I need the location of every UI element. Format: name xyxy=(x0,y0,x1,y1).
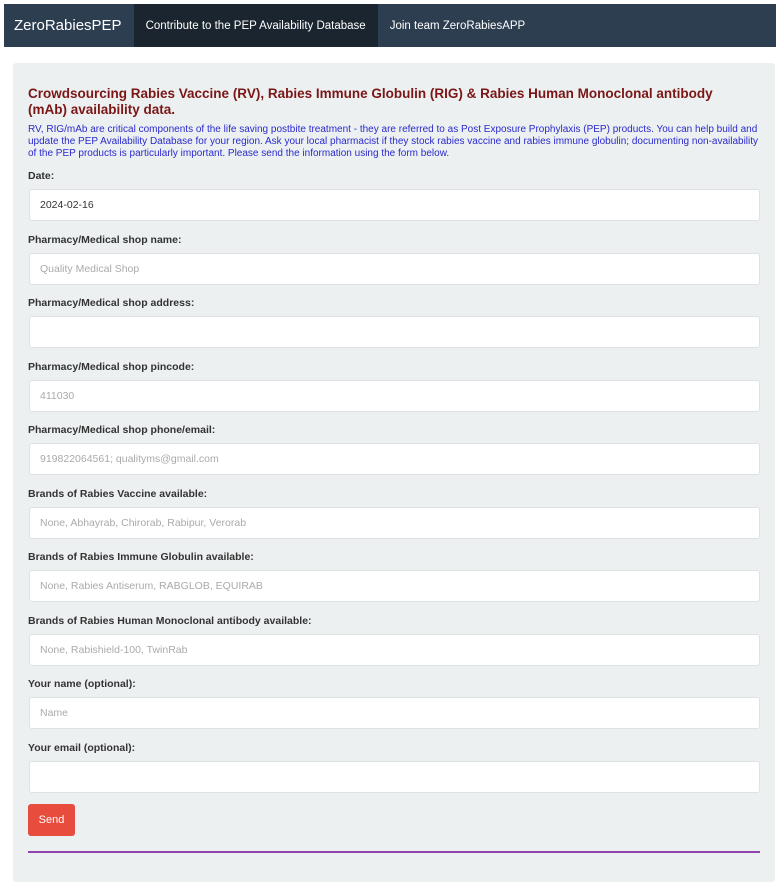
nav-contribute[interactable]: Contribute to the PEP Availability Database xyxy=(134,4,378,47)
navbar xyxy=(4,4,776,47)
form-description: RV, RIG/mAb are critical components of the life saving postbite treatment - they are referred to as Post Exposure Prophylaxis (PEP) products. You can help build and update the PEP Availability Database for your region. Ask your local pharmacist if they stock rabies vaccine and rabies immune globulin; documenting non-availability of the PEP products is particularly important. Please send the information using the form below. xyxy=(28,124,759,159)
shop-contact-label: Pharmacy/Medical shop phone/email: xyxy=(28,424,216,436)
shop-address-label: Pharmacy/Medical shop address: xyxy=(28,297,195,309)
vaccine-brands-label: Brands of Rabies Vaccine available: xyxy=(28,487,208,500)
mab-brands-label: Brands of Rabies Human Monoclonal antibody available: xyxy=(28,614,312,627)
date-label: Date: xyxy=(28,170,55,182)
date-value: 2024-02-16 xyxy=(40,199,94,211)
form-title: Crowdsourcing Rabies Vaccine (RV), Rabies Immune Globulin (RIG) & Rabies Human Monoclonal antibody (mAb) availability data. xyxy=(28,86,713,117)
rig-brands-placeholder: None, Rabies Antiserum, RABGLOB, EQUIRAB xyxy=(40,580,263,592)
rig-brands-input[interactable] xyxy=(29,570,760,602)
shop-address-input[interactable] xyxy=(29,316,760,348)
divider xyxy=(28,851,760,853)
your-email-input[interactable] xyxy=(29,761,760,793)
shop-contact-input[interactable] xyxy=(29,443,760,475)
shop-pincode-input[interactable] xyxy=(29,380,760,412)
vaccine-brands-input[interactable] xyxy=(29,507,760,539)
mab-brands-placeholder: None, Rabishield-100, TwinRab xyxy=(40,643,188,656)
vaccine-brands-placeholder: None, Abhayrab, Chirorab, Rabipur, Verorab xyxy=(40,516,247,529)
your-name-label: Your name (optional): xyxy=(28,678,136,690)
your-name-input[interactable] xyxy=(29,697,760,729)
your-name-placeholder: Name xyxy=(40,707,69,719)
nav-join-team[interactable]: Join team ZeroRabiesAPP xyxy=(389,19,526,32)
mab-brands-input[interactable] xyxy=(29,634,760,666)
shop-name-input[interactable] xyxy=(29,253,760,285)
shop-name-placeholder: Quality Medical Shop xyxy=(40,262,140,275)
form-panel xyxy=(13,63,775,882)
shop-contact-placeholder: 919822064561; qualityms@gmail.com xyxy=(40,453,219,465)
send-button[interactable]: Send xyxy=(28,804,75,836)
shop-name-label: Pharmacy/Medical shop name: xyxy=(28,233,182,246)
shop-pincode-placeholder: 411030 xyxy=(40,389,75,402)
your-email-label: Your email (optional): xyxy=(28,741,136,754)
date-input[interactable] xyxy=(29,189,760,221)
rig-brands-label: Brands of Rabies Immune Globulin available: xyxy=(28,551,254,563)
shop-pincode-label: Pharmacy/Medical shop pincode: xyxy=(28,360,195,373)
brand-link[interactable]: ZeroRabiesPEP xyxy=(14,17,122,34)
